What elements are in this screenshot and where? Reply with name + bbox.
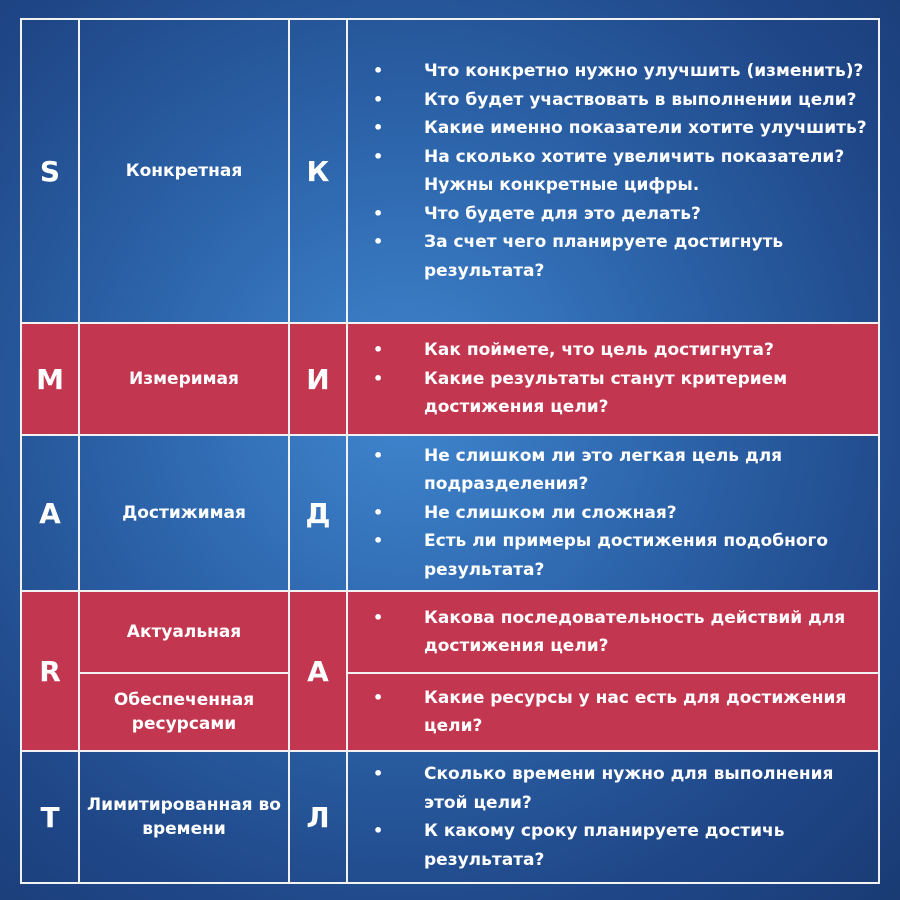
criterion-resourced: Обеспеченная ресурсами [79, 673, 289, 751]
letter-t: T [21, 751, 79, 883]
criterion-achievable: Достижимая [79, 435, 289, 591]
questions-relevant [347, 591, 879, 673]
question-item: • Не слишком ли сложная? [354, 499, 872, 528]
letter-s: S [21, 19, 79, 323]
criterion-time-bound: Лимитированная во времени [79, 751, 289, 883]
ru-letter-d: Д [289, 435, 347, 591]
question-item: • Сколько времени нужно для выполнения этой цели? [354, 760, 872, 817]
question-item: • Как поймете, что цель достигнута? [354, 336, 872, 365]
ru-letter-l: Л [289, 751, 347, 883]
ru-letter-a: А [289, 591, 347, 751]
letter-r: R [21, 591, 79, 751]
question-item: • Кто будет участвовать в выполнении цели? [354, 86, 872, 115]
row-time-bound [21, 751, 879, 883]
question-item: • Какие результаты станут критерием достижения цели? [354, 365, 872, 422]
question-item: • К какому сроку планируете достичь результата? [354, 817, 872, 874]
criterion-specific: Конкретная [79, 19, 289, 323]
row-achievable [21, 435, 879, 591]
question-item: • Какие именно показатели хотите улучшить? [354, 114, 872, 143]
questions-resourced [347, 673, 879, 751]
questions-specific [347, 19, 879, 323]
row-resourced [21, 673, 879, 751]
question-item: • Не слишком ли это легкая цель для подразделения? [354, 442, 872, 499]
letter-m: M [21, 323, 79, 435]
criterion-measurable: Измеримая [79, 323, 289, 435]
question-item: • На сколько хотите увеличить показатели? Нужны конкретные цифры. [354, 143, 872, 200]
question-item: • Какова последовательность действий для достижения цели? [354, 604, 872, 661]
row-measurable [21, 323, 879, 435]
smart-criteria-table [20, 18, 880, 884]
criterion-relevant: Актуальная [79, 591, 289, 673]
questions-measurable [347, 323, 879, 435]
question-item: • Есть ли примеры достижения подобного результата? [354, 527, 872, 584]
question-item: • Что будете для это делать? [354, 200, 872, 229]
questions-time-bound [347, 751, 879, 883]
row-relevant [21, 591, 879, 673]
question-item: • Что конкретно нужно улучшить (изменить)? [354, 57, 872, 86]
ru-letter-i: И [289, 323, 347, 435]
row-specific [21, 19, 879, 323]
questions-achievable [347, 435, 879, 591]
ru-letter-k: К [289, 19, 347, 323]
question-item: • Какие ресурсы у нас есть для достижения цели? [354, 684, 872, 741]
letter-a: A [21, 435, 79, 591]
question-item: • За счет чего планируете достигнуть результата? [354, 228, 872, 285]
